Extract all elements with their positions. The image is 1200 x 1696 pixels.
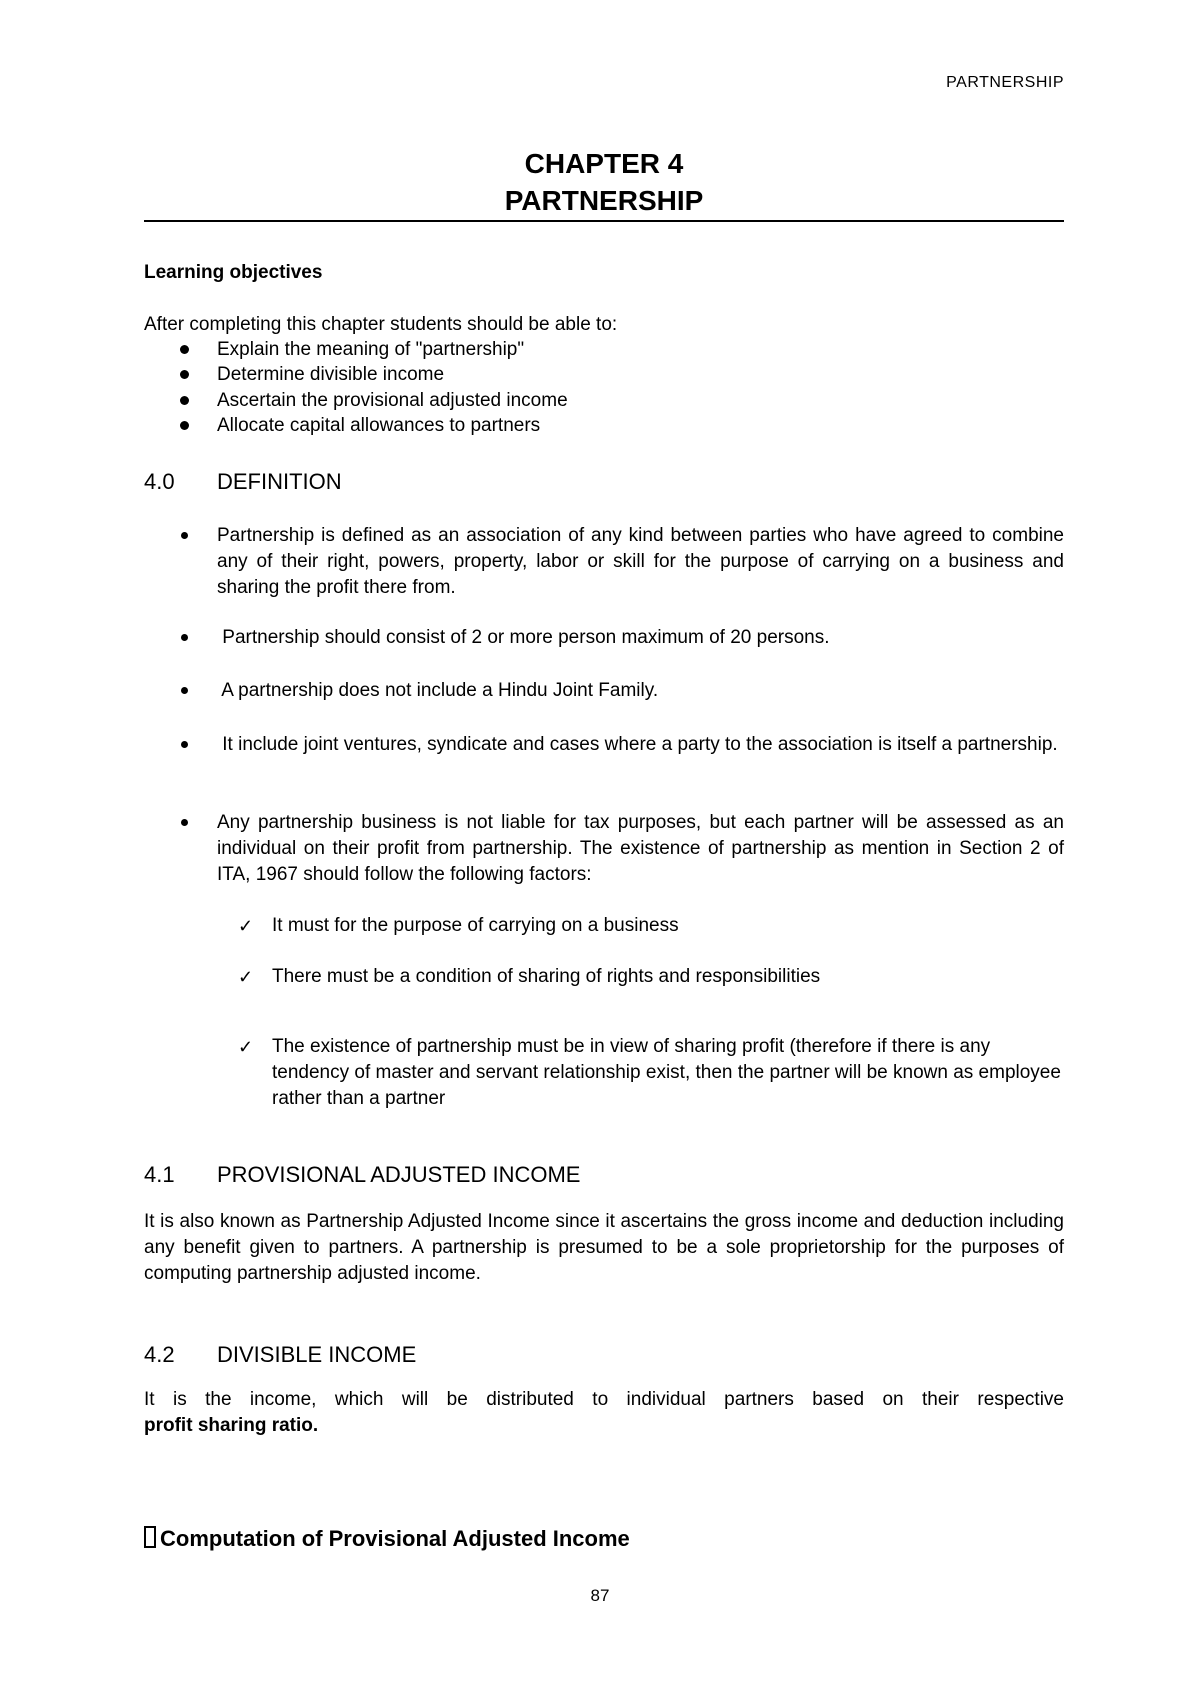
definition-bullet: Partnership should consist of 2 or more person maximum of 20 persons. <box>144 625 1064 651</box>
objectives-heading: Learning objectives <box>144 262 323 283</box>
definition-bullet: Partnership is defined as an association of any kind between parties who have agreed to combine any of their right, powers, property, labor or skill for the purpose of carrying on a business and sharing the profit there from. <box>144 523 1064 603</box>
title-underline <box>144 220 1064 222</box>
chapter-number: CHAPTER 4 <box>524 148 684 179</box>
missing-glyph-icon <box>144 1526 156 1548</box>
definition-bullet: A partnership does not include a Hindu Joint Family. <box>144 678 1064 704</box>
bullet-icon <box>181 687 188 694</box>
factor-item: ✓ There must be a condition of sharing of rights and responsibilities <box>144 964 1064 990</box>
objective-item: Allocate capital allowances to partners <box>144 413 1064 439</box>
divisible-paragraph: It is the income, which will be distributed to individual partners based on their respective <box>144 1389 1064 1410</box>
definition-bullet: It include joint ventures, syndicate and cases where a party to the association is itself a partnership. <box>144 732 1064 784</box>
checkmark-icon: ✓ <box>238 967 254 987</box>
checkmark-icon: ✓ <box>238 1037 254 1057</box>
provisional-paragraph: It is also known as Partnership Adjusted Income since it ascertains the gross income and deduction including any benefit given to partners. A partnership is presumed to be a sole proprietorship for the purposes of computing partnership adjusted income. <box>144 1211 1064 1284</box>
definition-bullet: Any partnership business is not liable for tax purposes, but each partner will be assessed as an individual on their profit from partnership. The existence of partnership as mention in Section 2 of ITA, 1967 should follow the following factors: <box>144 810 1064 890</box>
computation-heading: Computation of Provisional Adjusted Income <box>144 1525 630 1553</box>
bullet-icon <box>180 345 189 354</box>
page-number: 87 <box>590 1586 610 1605</box>
objective-item: Explain the meaning of "partnership" <box>144 337 1064 363</box>
objectives-intro: After completing this chapter students should be able to: <box>144 314 618 335</box>
divisible-emphasis: profit sharing ratio. <box>144 1415 319 1436</box>
bullet-icon <box>181 819 188 826</box>
bullet-icon <box>180 396 189 405</box>
bullet-icon <box>180 370 189 379</box>
checkmark-icon: ✓ <box>238 916 254 936</box>
running-header: PARTNERSHIP <box>946 74 1064 91</box>
factor-item: ✓ It must for the purpose of carrying on a business <box>144 913 1064 939</box>
objective-item: Ascertain the provisional adjusted income <box>144 388 1064 414</box>
objective-item: Determine divisible income <box>144 362 1064 388</box>
bullet-icon <box>180 421 189 430</box>
bullet-icon <box>181 741 188 748</box>
chapter-title: PARTNERSHIP <box>504 185 704 216</box>
bullet-icon <box>181 634 188 641</box>
factor-item: ✓ The existence of partnership must be in view of sharing profit (therefore if there is any tendency of master and servant relationship exist, then the partner will be known as employee rather than a partner <box>238 1036 1061 1109</box>
bullet-icon <box>181 532 188 539</box>
